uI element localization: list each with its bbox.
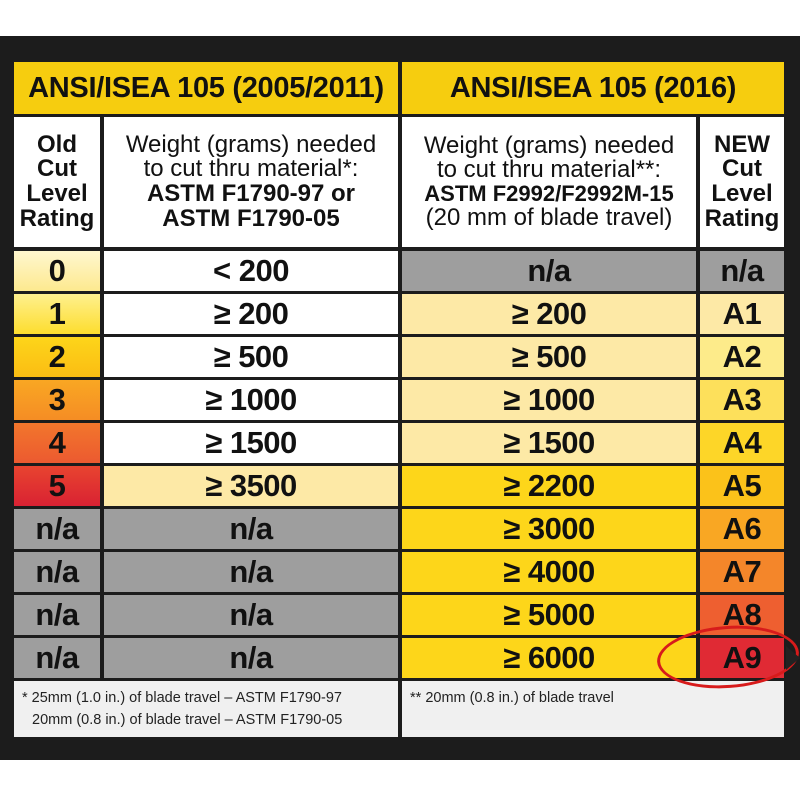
old-level-cell: 5 xyxy=(14,466,100,506)
new-weight-header xyxy=(402,117,696,247)
new-level-cell: A8 xyxy=(700,595,784,635)
new-level-cell: A3 xyxy=(700,380,784,420)
header-line: Old xyxy=(37,130,77,158)
header-line: ASTM F2992/F2992M-15 xyxy=(424,181,674,207)
new-level-cell: A4 xyxy=(700,423,784,463)
new-weight-cell: ≥ 5000 xyxy=(402,595,696,635)
new-rating-header xyxy=(700,117,784,247)
header-line: Cut xyxy=(722,155,762,183)
old-weight-cell: ≥ 1000 xyxy=(104,380,398,420)
old-level-cell: n/a xyxy=(14,509,100,549)
header-line: Rating xyxy=(19,204,95,232)
old-level-cell: 0 xyxy=(14,251,100,291)
old-level-cell: n/a xyxy=(14,638,100,678)
footnote-left xyxy=(14,681,398,737)
new-level-cell: A7 xyxy=(700,552,784,592)
new-level-cell: A5 xyxy=(700,466,784,506)
new-weight-cell: ≥ 200 xyxy=(402,294,696,334)
new-weight-cell: ≥ 1500 xyxy=(402,423,696,463)
footnote-line: * 25mm (1.0 in.) of blade travel – ASTM F1790-97 xyxy=(22,690,342,706)
header-line: Cut xyxy=(37,155,77,183)
old-weight-cell: ≥ 200 xyxy=(104,294,398,334)
header-line: Level xyxy=(26,180,88,207)
old-level-cell: 4 xyxy=(14,423,100,463)
header-line: Level xyxy=(711,180,773,207)
left-group-title: ANSI/ISEA 105 (2005/2011) xyxy=(14,62,398,114)
new-weight-cell: ≥ 6000 xyxy=(402,638,696,678)
right-group-title: ANSI/ISEA 105 (2016) xyxy=(402,62,784,114)
old-level-cell: 1 xyxy=(14,294,100,334)
new-level-cell: A9 xyxy=(700,638,784,678)
arrow-marker-icon xyxy=(786,646,800,670)
header-line: to cut thru material*: xyxy=(143,155,359,183)
old-weight-cell: n/a xyxy=(104,638,398,678)
old-weight-cell: n/a xyxy=(104,509,398,549)
header-line: (20 mm of blade travel) xyxy=(425,203,673,231)
header-line: NEW xyxy=(714,130,770,158)
old-level-cell: n/a xyxy=(14,595,100,635)
old-weight-cell: n/a xyxy=(104,595,398,635)
header-line: Rating xyxy=(704,204,780,232)
new-weight-cell: ≥ 2200 xyxy=(402,466,696,506)
new-level-cell: A6 xyxy=(700,509,784,549)
new-level-cell: A1 xyxy=(700,294,784,334)
new-weight-cell: ≥ 3000 xyxy=(402,509,696,549)
old-weight-header xyxy=(104,117,398,247)
old-weight-cell: ≥ 3500 xyxy=(104,466,398,506)
header-line: Weight (grams) needed xyxy=(125,130,377,158)
new-weight-cell: ≥ 4000 xyxy=(402,552,696,592)
new-level-cell: n/a xyxy=(700,251,784,291)
header-line: ASTM F1790-97 or xyxy=(146,180,356,207)
footnote-right: ** 20mm (0.8 in.) of blade travel xyxy=(402,681,784,737)
header-line: to cut thru material**: xyxy=(436,156,662,184)
new-weight-cell: ≥ 500 xyxy=(402,337,696,377)
footnote-line: 20mm (0.8 in.) of blade travel – ASTM F1790-05 xyxy=(32,712,343,729)
old-weight-cell: ≥ 500 xyxy=(104,337,398,377)
new-weight-cell: ≥ 1000 xyxy=(402,380,696,420)
old-level-cell: 3 xyxy=(14,380,100,420)
header-line: ASTM F1790-05 xyxy=(162,204,340,232)
old-weight-cell: n/a xyxy=(104,552,398,592)
old-weight-cell: < 200 xyxy=(104,251,398,291)
old-level-cell: n/a xyxy=(14,552,100,592)
old-level-cell: 2 xyxy=(14,337,100,377)
old-weight-cell: ≥ 1500 xyxy=(104,423,398,463)
old-rating-header xyxy=(14,117,100,247)
header-line: Weight (grams) needed xyxy=(423,131,675,159)
new-level-cell: A2 xyxy=(700,337,784,377)
new-weight-cell: n/a xyxy=(402,251,696,291)
